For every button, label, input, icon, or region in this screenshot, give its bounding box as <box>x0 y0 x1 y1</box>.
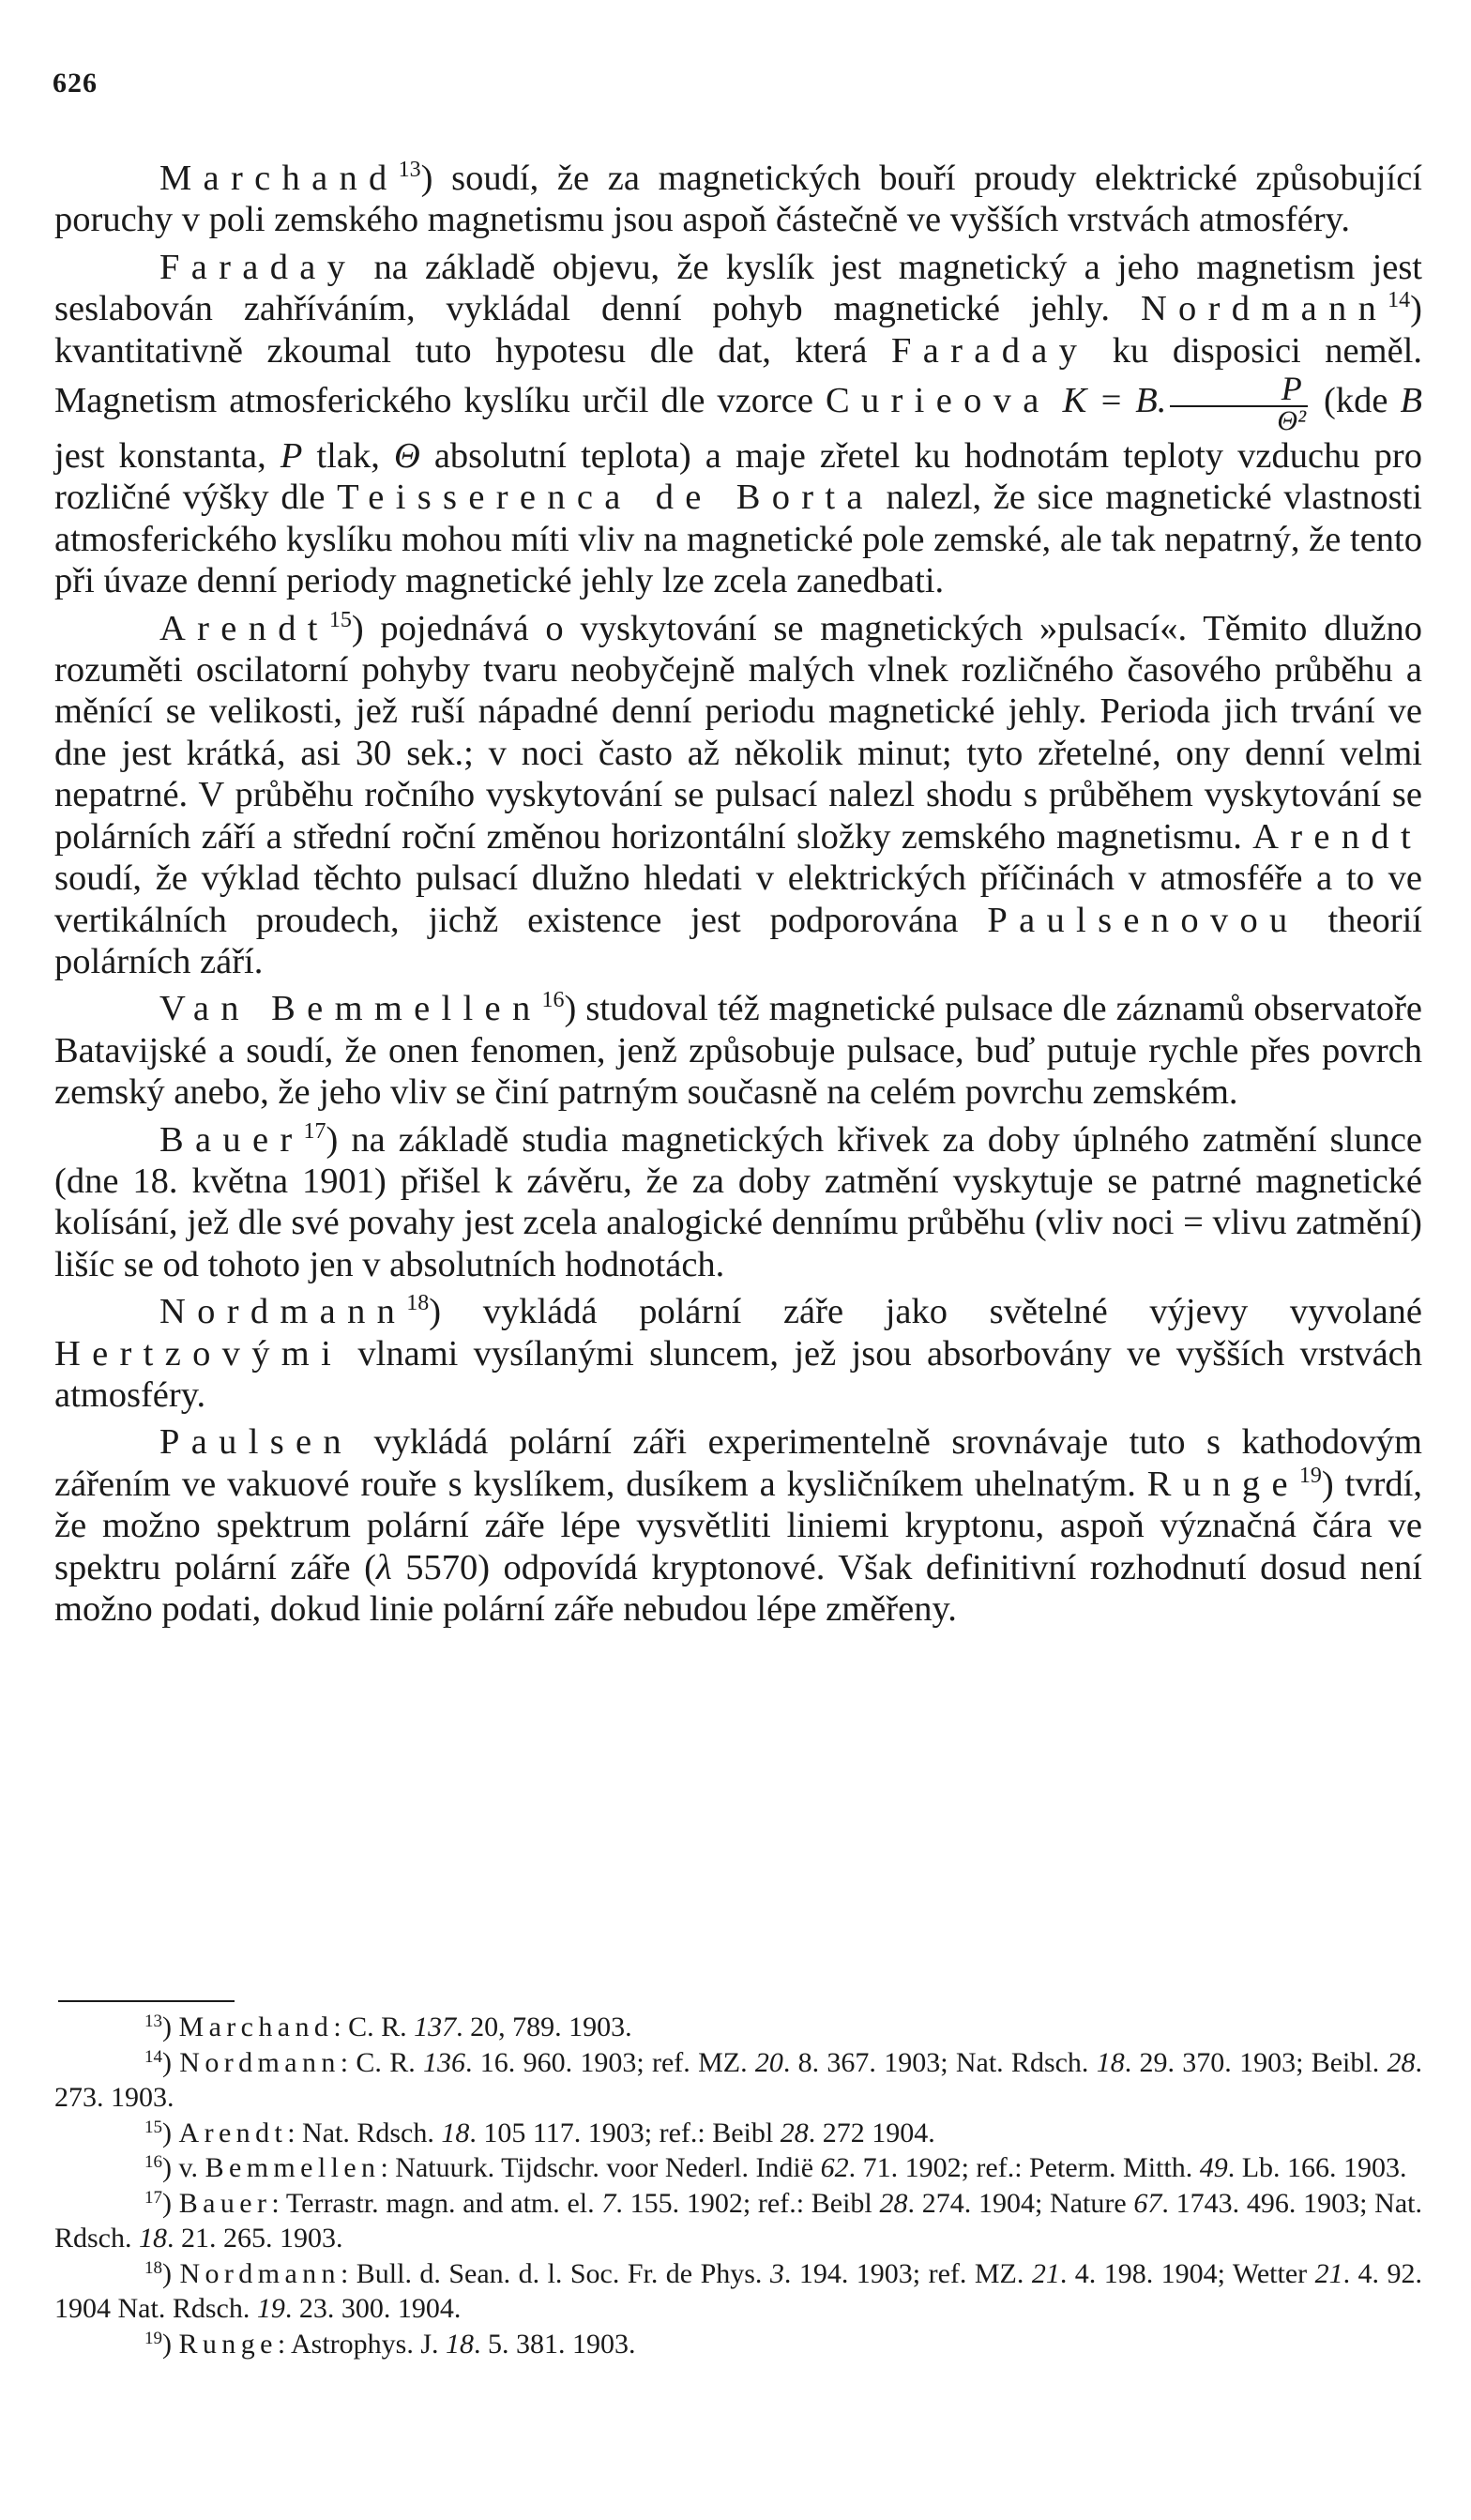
paragraph-text: ) na základě studia magnetických křivek za doby úplného zatmění slunce (dne 18. května 1901) přišel k závěru, že za doby zatmění vyskytuje se patrné magnetické kolísání, jež dle své povahy jest zcela analogické dennímu průběhu (vliv noci = vlivu zatmění) lišíc se od tohoto jen v absolutních hodnotách. <box>54 1119 1422 1284</box>
author-name: Van Bemmellen <box>159 989 542 1029</box>
footnote-text: : Terrastr. magn. and atm. el. <box>271 2187 602 2219</box>
paragraph-text: vlnami vysílanými sluncem, jež jsou absorbovány ve vyšších vrstvách atmosféry. <box>54 1333 1422 1415</box>
footnote-text: . 5. 381. 1903. <box>474 2328 636 2360</box>
footnote-volume: 49 <box>1199 2152 1228 2183</box>
footnote-volume: 18 <box>446 2328 475 2360</box>
footnote-volume: 18 <box>441 2117 470 2148</box>
footnote-ref: 16 <box>541 988 565 1013</box>
footnote-volume: 62 <box>820 2152 849 2183</box>
footnote-author: Marchand <box>178 2011 334 2042</box>
footnote-text: . 272 1904. <box>808 2117 935 2148</box>
variable-p: P <box>280 436 303 477</box>
author-name: Runge <box>1146 1464 1299 1504</box>
footnote-15: $^{15}$) Arendt: Nat. Rdsch. 18. 105 117. 1903; ref.: Beibl 28. 272 1904. <box>144 2117 935 2148</box>
paragraph-text: na základě objevu, že kyslík jest magnetický a jeho magnetism jest seslabován zahříváním, vykládal denní pohyb magnetické jehly. <box>54 247 1422 329</box>
footnote-number: 18 <box>144 2257 162 2278</box>
paragraph-text: absolutní teplota) a maje zřetel ku hodnotám teploty vzduchu pro rozličné výšky dle <box>54 436 1422 518</box>
footnote-text: . 29. 370. 1903; Beibl. <box>1124 2046 1388 2078</box>
footnote-text: . 23. 300. 1904. <box>284 2293 462 2324</box>
author-name: Nordmann <box>1140 289 1388 329</box>
footnote-volume: 28 <box>879 2187 908 2219</box>
paragraph-paulsen <box>54 1421 1422 1630</box>
paragraph-text: ) pojednává o vyskytování se magnetických »pulsací«. Těmito dlužno rozuměti oscilatorní pohyby tvaru neobyčejně malých vlnek rozličného časového průběhu a měnící se velikosti, jež ruší nápadné denní periodu magnetické jehly. Perioda jich trvání ve dne jest krátká, asi 30 sek.; v noci často až několik minut; tyto zřetelné, ony denní velmi nepatrné. V průběhu ročního vyskytování se pulsací nalezl shodu s průběhem vyskytování se polárních září a střední roční změnou horizontální složky zemského magnetismu. <box>54 608 1422 857</box>
footnote-text: : Nat. Rdsch. <box>287 2117 442 2148</box>
footnote-volume: 18 <box>1096 2046 1125 2078</box>
author-name: Teisserenca de Borta <box>337 478 874 518</box>
footnote-19: $^{19}$) Runge: Astrophys. J. 18. 5. 381. 1903. <box>144 2328 636 2360</box>
footnote-number: 16 <box>144 2152 162 2172</box>
paragraph-text: theorií polárních září. <box>54 900 1422 981</box>
footnote-author: Nordmann <box>179 2046 341 2078</box>
footnote-text: . 21. 265. 1903. <box>167 2223 343 2254</box>
footnote-number: 14 <box>144 2046 162 2067</box>
author-name: Nordmann <box>159 1292 407 1332</box>
footnote-volume: 67 <box>1133 2187 1162 2219</box>
author-name: Bauer <box>159 1119 304 1160</box>
paragraph-text: tlak, <box>302 436 394 477</box>
paragraph-faraday <box>54 247 1422 602</box>
footnote-16: $^{16}$) v. Bemmellen: Natuurk. Tijdschr. voor Nederl. Indië 62. 71. 1902; ref.: Peterm. Mitth. 49. Lb. 166. 1903. <box>144 2152 1407 2183</box>
footnote-ref: 15 <box>328 607 352 632</box>
footnote-ref: 17 <box>303 1118 326 1144</box>
footnote-text: : C. R. <box>333 2011 415 2042</box>
footnote-volume: 137 <box>414 2011 457 2042</box>
footnote-volume: 7 <box>601 2187 616 2219</box>
author-name: Hertzovými <box>54 1333 343 1374</box>
footnote-ref: 13 <box>398 158 421 182</box>
author-name: Paulsen <box>159 1422 354 1463</box>
paragraph-van-bemmellen <box>54 988 1422 1113</box>
body-text <box>54 158 1422 1630</box>
paragraph-text: ku disposici neměl. Magnetism atmosferického kyslíku určil dle vzorce <box>54 330 1422 420</box>
author-name: Arendt <box>1252 816 1422 857</box>
footnote-text: . 194. 1903; ref. MZ. <box>783 2257 1032 2289</box>
footnote-volume: 28 <box>780 2117 809 2148</box>
footnote-author: Nordmann <box>179 2257 341 2289</box>
footnote-volume: 28 <box>1387 2046 1416 2078</box>
footnote-14: $^{14}$) Nordmann: C. R. 136. 16. 960. 1903; ref. MZ. 20. 8. 367. 1903; Nat. Rdsch. 18. 29. 370. 1903; Beibl. 28. 273. 1903. <box>54 2046 1422 2113</box>
footnote-volume: 20 <box>754 2046 783 2078</box>
footnote-text: . 8. 367. 1903; Nat. Rdsch. <box>782 2046 1097 2078</box>
footnote-text: . 274. 1904; Nature <box>907 2187 1134 2219</box>
footnotes <box>54 2010 1422 2361</box>
footnote-text: : C. R. <box>340 2046 424 2078</box>
footnote-divider <box>58 2000 235 2002</box>
footnote-text: . 71. 1902; ref.: Peterm. Mitth. <box>848 2152 1200 2183</box>
paragraph-text: jest konstanta, <box>54 436 281 477</box>
formula-fraction <box>1170 372 1308 435</box>
formula-denominator: Θ² <box>1170 405 1308 435</box>
footnote-text: v. <box>178 2152 205 2183</box>
footnote-text: : Bull. d. Sean. d. l. Soc. Fr. de Phys. <box>340 2257 770 2289</box>
paragraph-marchand <box>54 158 1422 241</box>
paragraph-arendt <box>54 608 1422 983</box>
paragraph-text: vykládá polární záři experimentelně srovnávaje tuto s kathodovým zářením ve vakuové rouře s kyslíkem, dusíkem a kysličníkem uhelnatým. <box>54 1422 1422 1504</box>
footnote-text: . 155. 1902; ref.: Beibl <box>615 2187 880 2219</box>
paragraph-bauer <box>54 1119 1422 1286</box>
lambda-symbol: λ <box>375 1547 392 1587</box>
footnote-text: . 273. 1903. <box>54 2046 1422 2113</box>
footnote-author: Bemmellen <box>205 2152 381 2183</box>
page-number: 626 <box>53 68 98 99</box>
formula-lhs: K = B. <box>1062 380 1167 420</box>
footnote-text: . 1743. 496. 1903; Nat. Rdsch. <box>54 2187 1422 2254</box>
footnote-text: : Astrophys. J. <box>277 2328 447 2360</box>
footnote-author: Runge <box>178 2328 278 2360</box>
footnote-text: . Lb. 166. 1903. <box>1227 2152 1407 2183</box>
variable-b: B <box>1400 380 1422 420</box>
footnote-volume: 19 <box>256 2293 285 2324</box>
footnote-13: $^{13}$) Marchand: C. R. 137. 20, 789. 1903. <box>144 2011 632 2042</box>
paragraph-nordmann <box>54 1291 1422 1416</box>
footnote-number: 17 <box>144 2187 162 2208</box>
footnote-text: . 105 117. 1903; ref.: Beibl <box>469 2117 781 2148</box>
paragraph-text: ) tvrdí, že možno spektrum polární záře lépe vysvětliti liniemi kryptonu, aspoň význačná čára ve spektru polární záře ( <box>54 1464 1422 1587</box>
footnote-volume: 18 <box>139 2223 167 2254</box>
footnote-text: . 16. 960. 1903; ref. MZ. <box>465 2046 755 2078</box>
footnote-text: . 4. 198. 1904; Wetter <box>1059 2257 1315 2289</box>
paragraph-text: 5570) odpovídá kryptonové. Však definitivní rozhodnutí dosud není možno podati, dokud linie polární záře nebudou lépe změřeny. <box>54 1547 1423 1629</box>
footnote-ref: 19 <box>1298 1463 1322 1488</box>
paragraph-text: ) soudí, že za magnetických bouří proudy elektrické způsobující poruchy v poli zemského magnetismu jsou aspoň částečně ve vyšších vrstvách atmosféry. <box>54 159 1422 240</box>
author-name: Faraday <box>891 330 1089 371</box>
author-name: Paulsenovou <box>987 900 1299 940</box>
variable-theta: Θ <box>393 436 420 477</box>
footnote-ref: 18 <box>406 1291 430 1316</box>
footnote-volume: 3 <box>769 2257 784 2289</box>
paragraph-text: ) vykládá polární záře jako světelné výjevy vyvolané <box>429 1292 1422 1332</box>
author-name: Arendt <box>159 608 329 648</box>
footnote-text: : Natuurk. Tijdschr. voor Nederl. Indië <box>380 2152 821 2183</box>
author-name: Marchand <box>159 159 399 198</box>
footnote-volume: 21 <box>1314 2257 1343 2289</box>
footnote-text: . 4. 92. 1904 Nat. Rdsch. <box>54 2257 1423 2324</box>
author-name: Faraday <box>159 247 357 287</box>
paragraph-text: nalezl, že sice magnetické vlastnosti atmosferického kyslíku mohou míti vliv na magnetické pole zemské, ale tak nepatrný, že tento při úvaze denní periody magnetické jehly lze zcela zanedbati. <box>54 478 1422 601</box>
footnote-volume: 136 <box>423 2046 466 2078</box>
footnote-number: 13 <box>144 2011 162 2031</box>
footnote-author: Arendt <box>178 2117 288 2148</box>
footnote-17: $^{17}$) Bauer: Terrastr. magn. and atm. el. 7. 155. 1902; ref.: Beibl 28. 274. 1904; Nature 67. 1743. 496. 1903; Nat. Rdsch. 18. 21. 265. 1903. <box>54 2187 1422 2254</box>
footnote-ref: 14 <box>1388 288 1411 313</box>
paragraph-text: ) kvantitativně zkoumal tuto hypotesu dle dat, která <box>54 289 1422 371</box>
footnote-volume: 21 <box>1031 2257 1060 2289</box>
author-name: Curieova <box>825 380 1051 420</box>
footnote-author: Bauer <box>178 2187 272 2219</box>
footnote-text: . 20, 789. 1903. <box>456 2011 632 2042</box>
footnote-number: 19 <box>144 2328 162 2348</box>
paragraph-text: soudí, že výklad těchto pulsací dlužno hledati v elektrických příčinách v atmosféře a to ve vertikálních proudech, jichž existence jest podporována <box>54 858 1422 940</box>
paragraph-text: (kde <box>1312 380 1401 420</box>
formula-numerator: P <box>1281 370 1302 408</box>
footnote-number: 15 <box>144 2117 162 2137</box>
footnote-18: $^{18}$) Nordmann: Bull. d. Sean. d. l. Soc. Fr. de Phys. 3. 194. 1903; ref. MZ. 21. 4. 198. 1904; Wetter 21. 4. 92. 1904 Nat. Rdsch. 19. 23. 300. 1904. <box>54 2257 1423 2324</box>
paragraph-text: ) studoval též magnetické pulsace dle záznamů observatoře Batavijské a soudí, že onen fenomen, jenž způsobuje pulsace, buď putuje rychle přes povrch zemský anebo, že jeho vliv se činí patrným současně na celém povrchu zemském. <box>54 989 1423 1113</box>
